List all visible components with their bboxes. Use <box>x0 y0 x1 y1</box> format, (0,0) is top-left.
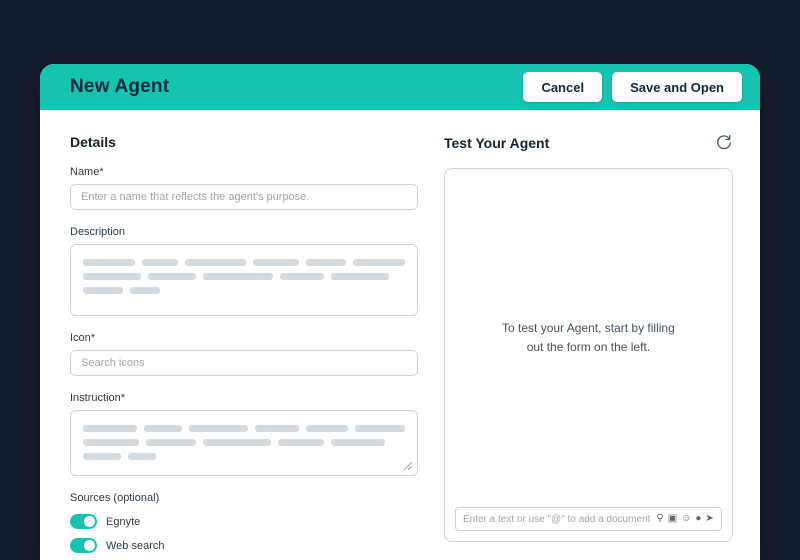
web-search-label: Web search <box>106 539 165 552</box>
icon-field-group <box>70 332 418 376</box>
skeleton-bar <box>146 439 196 446</box>
message-composer[interactable] <box>455 507 722 531</box>
test-pane-header <box>444 134 733 152</box>
skeleton-bar <box>353 259 405 266</box>
save-and-open-button[interactable]: Save and Open <box>612 72 742 102</box>
instruction-input[interactable] <box>70 410 418 476</box>
sources-section <box>70 492 418 553</box>
resize-handle-icon[interactable] <box>403 461 413 471</box>
sources-label: Sources (optional) <box>70 492 160 504</box>
skeleton-bar <box>83 259 135 266</box>
skeleton-bar <box>189 425 249 432</box>
new-agent-window <box>40 64 760 560</box>
skeleton-row <box>83 287 405 294</box>
source-row-egnyte <box>70 514 418 529</box>
web-search-toggle[interactable] <box>70 538 97 553</box>
skeleton-bar <box>83 439 139 446</box>
name-label: Name* <box>70 166 104 178</box>
details-pane <box>70 134 418 560</box>
skeleton-bar <box>83 425 137 432</box>
refresh-icon[interactable] <box>715 134 733 152</box>
emoji-icon[interactable]: ☺ <box>681 513 692 524</box>
window-body <box>40 110 760 560</box>
skeleton-bar <box>148 273 196 280</box>
page-title: New Agent <box>70 76 170 97</box>
egnyte-label: Egnyte <box>106 515 141 528</box>
icon-label: Icon* <box>70 332 96 344</box>
empty-state-line-2: out the form on the left. <box>526 340 651 354</box>
cancel-button[interactable]: Cancel <box>523 72 602 102</box>
composer-input[interactable]: Enter a text or use "@" to add a document <box>463 513 651 525</box>
skeleton-bar <box>331 439 385 446</box>
skeleton-row <box>83 259 405 266</box>
skeleton-bar <box>142 259 178 266</box>
composer-actions <box>656 514 713 524</box>
skeleton-bar <box>203 439 271 446</box>
skeleton-bar <box>278 439 324 446</box>
skeleton-row <box>83 425 405 432</box>
description-field-group <box>70 226 418 316</box>
skeleton-bar <box>306 425 348 432</box>
titlebar-actions <box>523 72 742 102</box>
description-label: Description <box>70 226 126 238</box>
test-conversation-panel <box>444 168 733 542</box>
skeleton-bar <box>185 259 247 266</box>
skeleton-bar <box>83 273 141 280</box>
skeleton-bar <box>280 273 324 280</box>
instruction-label: Instruction* <box>70 392 126 404</box>
skeleton-bar <box>130 287 160 294</box>
skeleton-bar <box>253 259 299 266</box>
name-input[interactable] <box>70 184 418 210</box>
name-field-group <box>70 166 418 210</box>
empty-state <box>445 169 732 507</box>
skeleton-row <box>83 453 405 460</box>
skeleton-bar <box>83 453 121 460</box>
empty-state-line-1: To test your Agent, start by filling <box>502 320 675 335</box>
attachment-icon[interactable]: ⚲ <box>656 513 664 524</box>
image-icon[interactable]: ▣ <box>667 513 678 524</box>
skeleton-bar <box>355 425 405 432</box>
source-row-web-search <box>70 538 418 553</box>
skeleton-bar <box>255 425 299 432</box>
skeleton-bar <box>144 425 182 432</box>
window-titlebar <box>40 64 760 110</box>
skeleton-row <box>83 273 405 280</box>
skeleton-bar <box>83 287 123 294</box>
send-icon[interactable]: ➤ <box>705 513 714 524</box>
details-heading: Details <box>70 134 116 150</box>
microphone-icon[interactable]: ● <box>695 513 702 524</box>
skeleton-bar <box>306 259 346 266</box>
icon-search-input[interactable] <box>70 350 418 376</box>
skeleton-bar <box>203 273 273 280</box>
description-input[interactable] <box>70 244 418 316</box>
skeleton-bar <box>331 273 389 280</box>
test-heading: Test Your Agent <box>444 135 550 151</box>
skeleton-bar <box>128 453 156 460</box>
test-pane <box>444 134 733 560</box>
instruction-field-group <box>70 392 418 476</box>
skeleton-row <box>83 439 405 446</box>
egnyte-toggle[interactable] <box>70 514 97 529</box>
